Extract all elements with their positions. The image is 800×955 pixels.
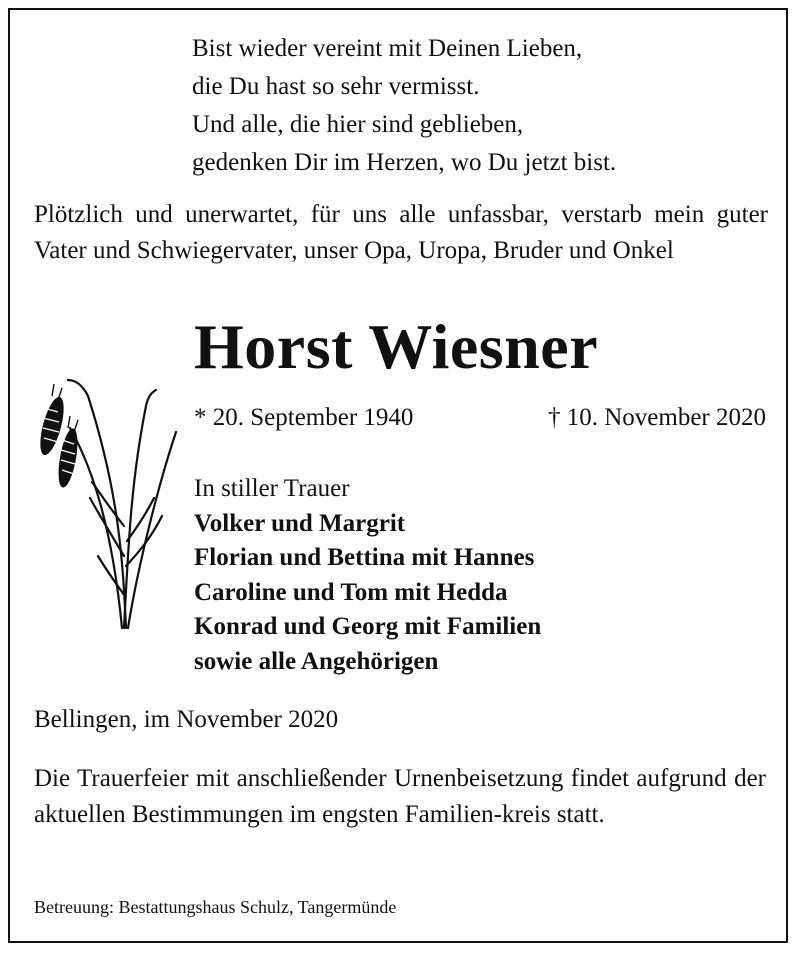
poem <box>192 30 616 182</box>
deceased-name: Horst Wiesner <box>194 311 599 382</box>
mourner-name: Caroline und Tom mit Hedda <box>194 578 508 606</box>
mourner-name: Volker und Margrit <box>194 509 406 537</box>
death-date: † 10. November 2020 <box>547 404 766 431</box>
poem-line: die Du hast so sehr vermisst. <box>192 73 480 100</box>
poem-line: gedenken Dir im Herzen, wo Du jetzt bist. <box>192 149 617 176</box>
grass-ears-icon <box>28 366 188 636</box>
service-note: Die Trauerfeier mit anschließender Urnenbeisetzung findet aufgrund der aktuellen Bestimmungen im engsten Familien-kreis statt. <box>34 765 766 828</box>
poem-line: Und alle, die hier sind geblieben, <box>192 111 524 138</box>
poem-line: Bist wieder vereint mit Deinen Lieben, <box>192 35 583 62</box>
mourner-name: sowie alle Angehörigen <box>194 647 439 675</box>
mourners-heading: In stiller Trauer <box>194 475 350 502</box>
mourner-name: Konrad und Georg mit Familien <box>194 613 542 640</box>
place-date: Bellingen, im November 2020 <box>34 706 339 733</box>
funeral-home-credit: Betreuung: Bestattungshaus Schulz, Tangermünde <box>34 897 397 917</box>
mourner-name: Florian und Bettina mit Hannes <box>194 544 535 571</box>
intro-text: Plötzlich und unerwartet, für uns alle unfassbar, verstarb mein guter Vater und Schwiegervater, unser Opa, Uropa, Bruder und Onkel <box>34 201 768 264</box>
mourners-block <box>194 472 541 679</box>
birth-date: * 20. September 1940 <box>194 404 414 431</box>
